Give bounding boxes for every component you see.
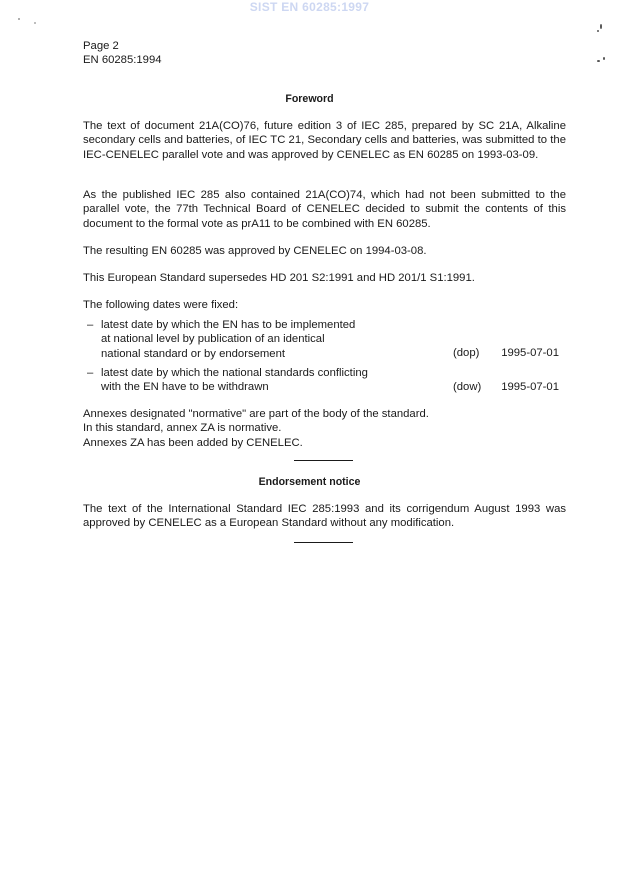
list-dash: – xyxy=(87,319,94,331)
foreword-paragraph-4: This European Standard supersedes HD 201 S2:1991 and HD 201/1 S1:1991. xyxy=(83,272,475,284)
foreword-title: Foreword xyxy=(285,93,334,105)
scan-speck xyxy=(600,24,602,29)
date-item-line: at national level by publication of an identical xyxy=(101,333,325,346)
date-code: (dop) xyxy=(453,347,480,359)
list-dash: – xyxy=(87,367,94,379)
date-code: (dow) xyxy=(453,381,482,393)
page-label: Page 2 xyxy=(83,40,119,52)
foreword-paragraph-3: The resulting EN 60285 was approved by CENELEC on 1994-03-08. xyxy=(83,245,427,257)
scan-speck xyxy=(603,57,605,60)
end-divider xyxy=(294,542,353,543)
document-number: EN 60285:1994 xyxy=(83,54,162,67)
endorsement-text: The text of the International Standard IEC 285:1993 and its corrigendum August 1993 was approved by CENELEC as a European Standard without any modification. xyxy=(83,503,566,530)
date-item-line: national standard or by endorsement xyxy=(101,347,286,360)
annex-notes xyxy=(83,407,566,450)
scan-speck xyxy=(597,60,600,62)
date-item-line: latest date by which the EN has to be implemented xyxy=(101,319,356,331)
date-item-text xyxy=(101,318,441,361)
scan-speck xyxy=(597,30,599,32)
date-item-line: latest date by which the national standards conflicting xyxy=(101,367,368,379)
foreword-paragraph-1: The text of document 21A(CO)76, future edition 3 of IEC 285, prepared by SC 21A, Alkaline secondary cells and batteries, of IEC TC 21, Secondary cells and batteries, was submitted to the IEC-CENELEC parallel vote and was approved by CENELEC as EN 60285 on 1993-03-09. xyxy=(83,120,566,161)
date-value: 1995-07-01 xyxy=(501,347,559,359)
endorsement-title: Endorsement notice xyxy=(258,476,361,488)
scan-speck xyxy=(18,18,20,20)
annex-line: Annexes ZA has been added by CENELEC. xyxy=(83,436,303,449)
foreword-paragraph-2: As the published IEC 285 also contained 21A(CO)74, which had not been submitted to the parallel vote, the 77th Technical Board of CENELEC decided to submit the contents of this document to the formal vote as prA11 to be combined with EN 60285. xyxy=(83,189,566,230)
watermark: SIST EN 60285:1997 xyxy=(249,0,370,14)
annex-line: Annexes designated "normative" are part of the body of the standard. xyxy=(83,408,429,420)
scan-speck xyxy=(34,22,36,24)
date-item-line: with the EN have to be withdrawn xyxy=(101,381,269,394)
annex-line: In this standard, annex ZA is normative. xyxy=(83,422,282,435)
date-value: 1995-07-01 xyxy=(501,381,559,393)
page-header xyxy=(83,39,162,68)
section-divider xyxy=(294,460,353,461)
date-item-text xyxy=(101,366,441,395)
dates-intro: The following dates were fixed: xyxy=(83,299,239,311)
